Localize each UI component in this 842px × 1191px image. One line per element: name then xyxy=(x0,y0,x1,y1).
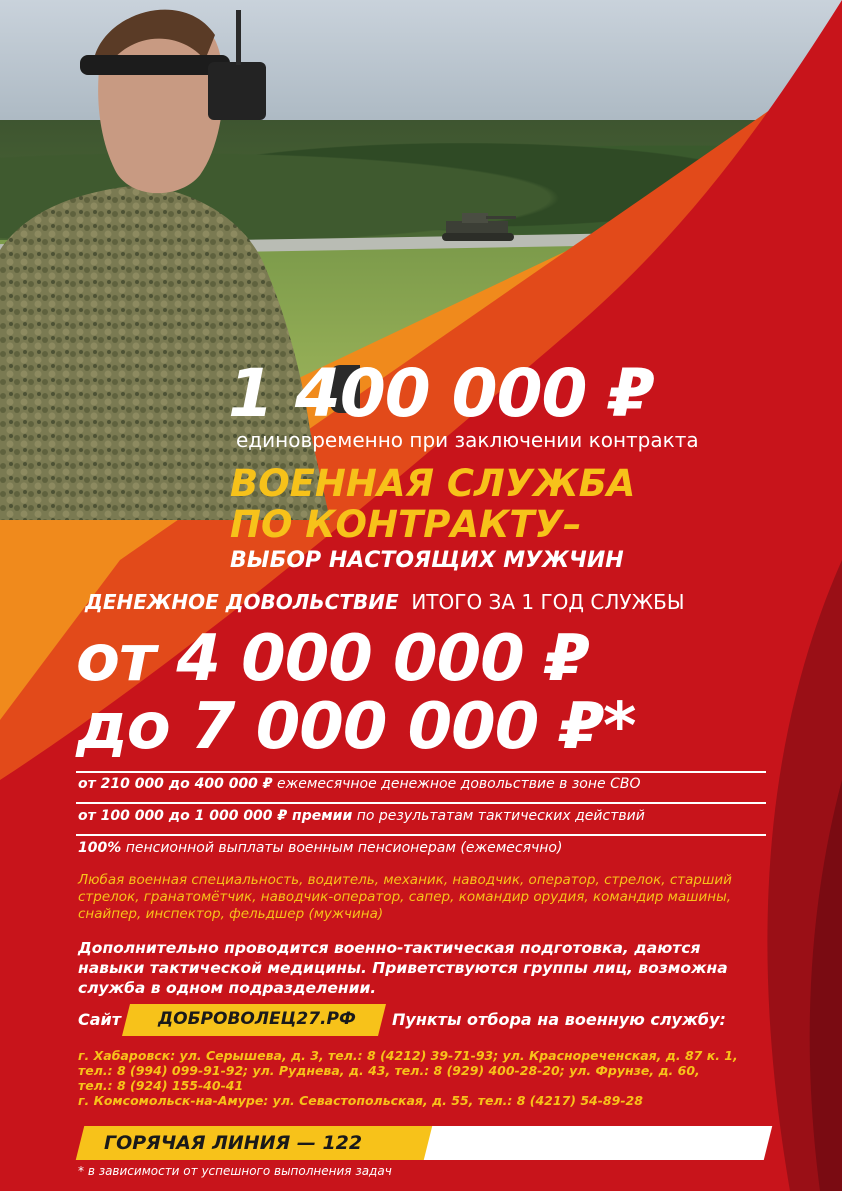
allowance-period: ИТОГО ЗА 1 ГОД СЛУЖБЫ xyxy=(411,590,685,614)
slogan-line-1: ВОЕННАЯ СЛУЖБА xyxy=(230,462,636,505)
pension-text: пенсионной выплаты военным пенсионерам (ежемесячно) xyxy=(121,840,563,856)
divider xyxy=(76,771,766,773)
address-line: г. Хабаровск: ул. Серышева, д. 3, тел.: 8 (4212) 39-71-93; ул. Краснореченская, д. 87 к. 1, xyxy=(78,1048,738,1063)
pension-percent: 100% xyxy=(78,840,122,856)
address-line: тел.: 8 (924) 155-40-41 xyxy=(78,1078,244,1093)
extra-training-text: Дополнительно проводится военно-тактическая подготовка, даются навыки тактической медицины. Приветствуются группы лиц, возможна служба в одном подразделении. xyxy=(78,939,728,997)
divider xyxy=(76,834,766,836)
lump-sum-subtitle: единовременно при заключении контракта xyxy=(236,428,699,452)
bonus-amount: от 100 000 до 1 000 000 ₽ премии xyxy=(78,808,353,824)
addresses-block xyxy=(78,1048,778,1108)
footnote: * в зависимости от успешного выполнения задач xyxy=(78,1164,392,1178)
pension-line xyxy=(78,840,562,856)
allowance-to: до 7 000 000 ₽* xyxy=(76,690,636,764)
address-line: г. Комсомольск-на-Амуре: ул. Севастопольская, д. 55, тел.: 8 (4217) 54-89-28 xyxy=(78,1093,643,1108)
monthly-amount: от 210 000 до 400 000 ₽ xyxy=(78,776,273,792)
allowance-from: от 4 000 000 ₽ xyxy=(76,622,589,696)
hotline-white-bar xyxy=(424,1126,772,1160)
monthly-text: ежемесячное денежное довольствие в зоне СВО xyxy=(272,776,641,792)
allowance-label: ДЕНЕЖНОЕ ДОВОЛЬСТВИЕ xyxy=(85,590,399,614)
bonus-text: по результатам тактических действий xyxy=(352,808,645,824)
lump-sum-amount: 1 400 000 ₽ xyxy=(228,355,654,432)
monthly-allowance-line xyxy=(78,776,641,792)
recruitment-points-label: Пункты отбора на военную службу: xyxy=(392,1010,726,1029)
specialties-text: Любая военная специальность, водитель, механик, наводчик, оператор, стрелок, старший стрелок, гранатомётчик, наводчик-оператор, сапер, командир орудия, командир машины, снайпер, инспектор, фельдшер (мужчина) xyxy=(78,872,732,922)
allowance-heading xyxy=(85,590,685,614)
bonus-line xyxy=(78,808,645,824)
address-line: тел.: 8 (994) 099-91-92; ул. Руднева, д. 43, тел.: 8 (929) 400-28-20; ул. Фрунзе, д. 60, xyxy=(78,1063,700,1078)
divider xyxy=(76,802,766,804)
slogan-line-2: ПО КОНТРАКТУ– xyxy=(230,503,582,546)
site-label: Сайт xyxy=(78,1010,122,1029)
site-link[interactable]: ДОБРОВОЛЕЦ27.РФ xyxy=(158,1009,356,1029)
hotline-text[interactable]: ГОРЯЧАЯ ЛИНИЯ — 122 xyxy=(104,1132,363,1154)
slogan-line-3: ВЫБОР НАСТОЯЩИХ МУЖЧИН xyxy=(230,548,624,573)
